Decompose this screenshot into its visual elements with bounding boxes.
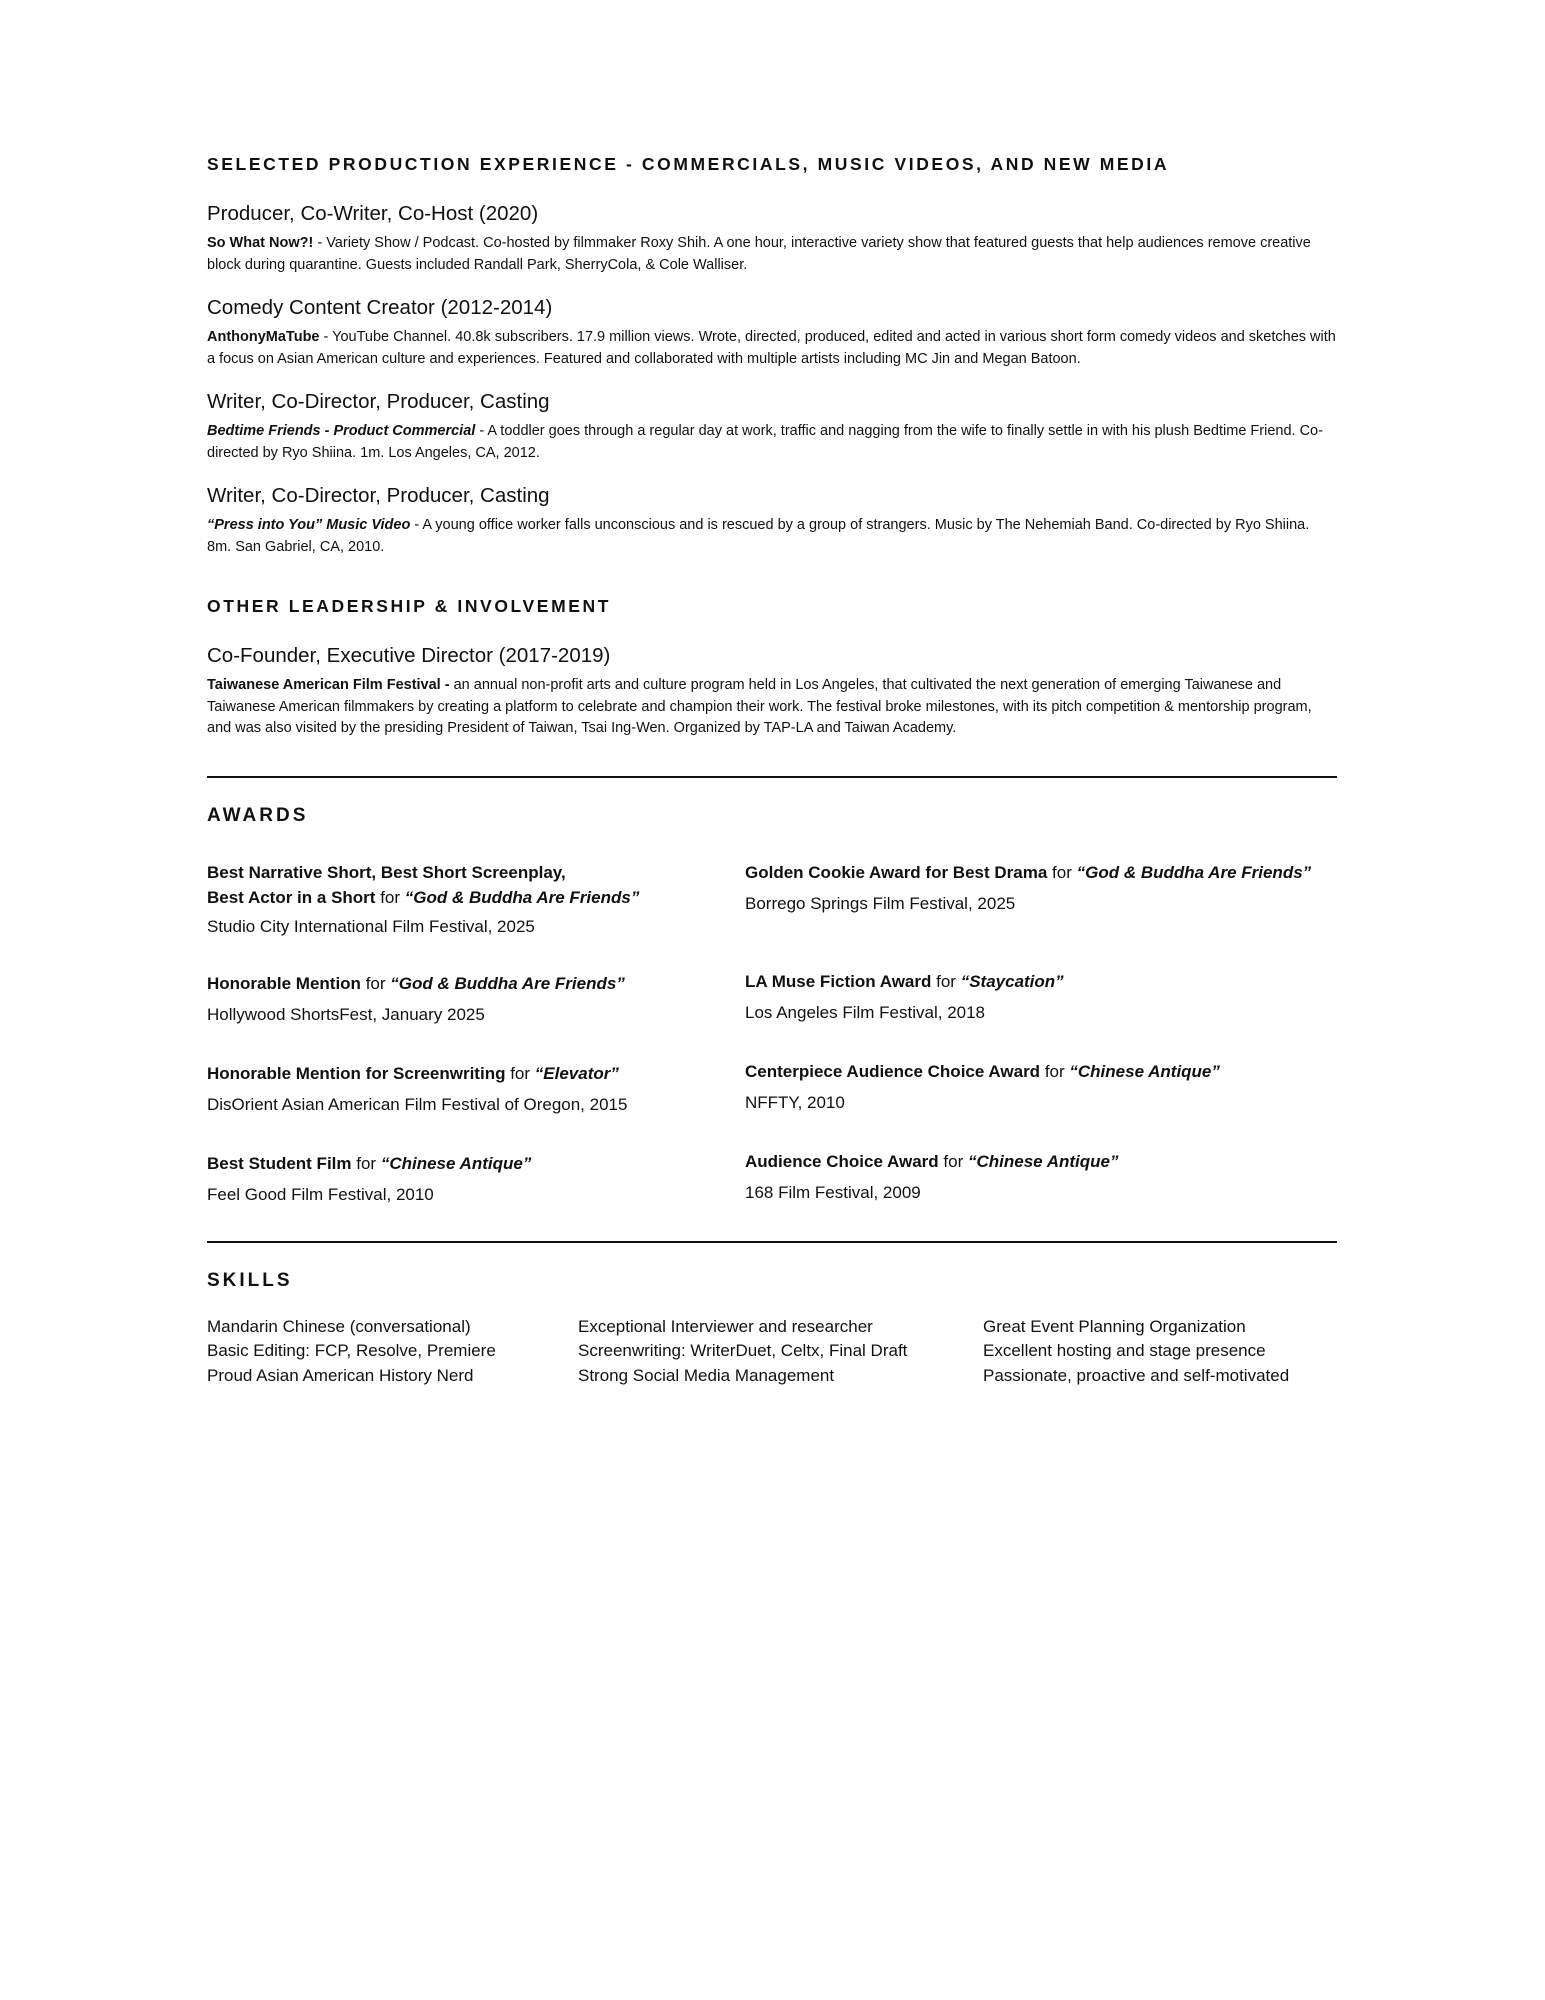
production-section <box>207 150 1337 558</box>
festival-name: DisOrient Asian American Film Festival of Oregon, 2015 <box>207 1094 628 1114</box>
awards-heading: AWARDS <box>207 804 309 826</box>
awards-grid <box>207 860 1337 1241</box>
award-item <box>207 971 745 1027</box>
for-word: for <box>365 973 386 993</box>
entry-title: “Press into You” Music Video <box>207 517 411 533</box>
award-name: Honorable Mention for Screenwriting <box>207 1063 506 1083</box>
award-name: Centerpiece Audience Choice Award <box>745 1061 1041 1081</box>
award-name: LA Muse Fiction Award <box>745 971 932 991</box>
award-title <box>745 1149 1337 1174</box>
skills-section <box>207 1267 1337 1389</box>
awards-right-column <box>745 860 1337 1241</box>
skills-heading: SKILLS <box>207 1269 293 1291</box>
entry-text: - A toddler goes through a regular day at work, traffic and nagging from the wife to finally settle in with his plush Bedtime Friend. Co-directed by Ryo Shiina. 1m. Los Angeles, CA, 2012. <box>207 423 1323 461</box>
film-title: “God & Buddha Are Friends” <box>390 973 625 993</box>
entry-description <box>207 327 1337 370</box>
entry-text: - YouTube Channel. 40.8k subscribers. 17.9 million views. Wrote, directed, produced, edited and acted in various short form comedy videos and sketches with a focus on Asian American culture and experiences. Featured and collaborated with multiple artists including MC Jin and Megan Batoon. <box>207 329 1336 367</box>
award-title <box>745 860 1337 885</box>
award-item <box>207 1061 745 1117</box>
award-item <box>745 1059 1337 1115</box>
film-title: “Staycation” <box>960 971 1064 991</box>
section-divider <box>207 776 1337 778</box>
festival-name: Studio City International Film Festival, 2025 <box>207 916 535 936</box>
film-title: “Chinese Antique” <box>967 1151 1119 1171</box>
entry-title: So What Now?! <box>207 235 314 251</box>
entry-description <box>207 515 1337 558</box>
festival-name: 168 Film Festival, 2009 <box>745 1182 921 1202</box>
entry-role: Writer, Co-Director, Producer, Casting <box>207 390 550 413</box>
skills-column <box>983 1315 1337 1389</box>
production-entry <box>207 294 1337 370</box>
skill-item: Strong Social Media Management <box>578 1365 835 1385</box>
skill-item: Mandarin Chinese (conversational) <box>207 1316 471 1336</box>
award-name-continued: Best Actor in a Short <box>207 887 376 907</box>
for-word: for <box>380 887 401 907</box>
festival-name: Feel Good Film Festival, 2010 <box>207 1184 434 1204</box>
award-title <box>745 969 1337 994</box>
award-name: Audience Choice Award <box>745 1151 939 1171</box>
entry-text: - A young office worker falls unconscious and is rescued by a group of strangers. Music by The Nehemiah Band. Co-directed by Ryo Shiina. 8m. San Gabriel, CA, 2010. <box>207 517 1310 555</box>
production-entry <box>207 482 1337 558</box>
awards-left-column <box>207 860 745 1241</box>
entry-title: AnthonyMaTube <box>207 329 320 345</box>
award-item <box>207 860 745 939</box>
awards-section <box>207 802 1337 1241</box>
resume-content <box>207 150 1337 1388</box>
skill-item: Proud Asian American History Nerd <box>207 1365 474 1385</box>
film-title: “Chinese Antique” <box>380 1153 532 1173</box>
production-entry <box>207 200 1337 276</box>
skill-item: Great Event Planning Organization <box>983 1316 1246 1336</box>
film-title: “God & Buddha Are Friends” <box>1076 862 1312 882</box>
skill-item: Basic Editing: FCP, Resolve, Premiere <box>207 1341 496 1360</box>
entry-title: Bedtime Friends - Product Commercial <box>207 423 476 439</box>
skill-item: Passionate, proactive and self-motivated <box>983 1365 1290 1385</box>
entry-text: an annual non-profit arts and culture program held in Los Angeles, that cultivated the next generation of emerging Taiwanese and Taiwanese American filmmakers by creating a platform to celebrate and champion their work. The festival broke milestones, with its pitch competition & mentorship program, and was also visited by the presiding President of Taiwan, Tsai Ing-Wen. Organized by TAP-LA and Taiwan Academy. <box>207 677 1312 736</box>
for-word: for <box>1044 1061 1065 1081</box>
award-title <box>207 1061 745 1086</box>
award-title <box>207 971 745 996</box>
award-title <box>207 1151 745 1176</box>
festival-name: Borrego Springs Film Festival, 2025 <box>745 893 1016 913</box>
award-name: Best Narrative Short, Best Short Screenplay, <box>207 862 566 882</box>
entry-role: Co-Founder, Executive Director (2017-2019) <box>207 644 611 667</box>
entry-description <box>207 421 1337 464</box>
section-divider <box>207 1241 1337 1243</box>
entry-text: - Variety Show / Podcast. Co-hosted by filmmaker Roxy Shih. A one hour, interactive variety show that featured guests that help audiences remove creative block during quarantine. Guests included Randall Park, SherryCola, & Cole Walliser. <box>207 235 1311 273</box>
skills-grid <box>207 1315 1337 1389</box>
entry-role: Writer, Co-Director, Producer, Casting <box>207 484 550 507</box>
for-word: for <box>510 1063 531 1083</box>
for-word: for <box>1052 862 1072 882</box>
entry-description <box>207 233 1337 276</box>
award-name: Honorable Mention <box>207 973 361 993</box>
film-title: “God & Buddha Are Friends” <box>404 887 640 907</box>
skill-item: Screenwriting: WriterDuet, Celtx, Final Draft <box>578 1341 908 1360</box>
entry-description <box>207 675 1337 740</box>
production-entry <box>207 388 1337 464</box>
entry-role: Producer, Co-Writer, Co-Host (2020) <box>207 202 539 225</box>
award-name: Golden Cookie Award for Best Drama <box>745 862 1048 882</box>
festival-name: Los Angeles Film Festival, 2018 <box>745 1002 986 1022</box>
entry-title: Taiwanese American Film Festival - <box>207 677 450 693</box>
entry-role: Comedy Content Creator (2012-2014) <box>207 296 553 319</box>
award-title <box>745 1059 1337 1084</box>
skills-column <box>578 1315 983 1389</box>
for-word: for <box>936 971 956 991</box>
skill-item: Excellent hosting and stage presence <box>983 1341 1266 1360</box>
award-item <box>745 860 1337 916</box>
award-title <box>207 860 745 910</box>
leadership-heading: OTHER LEADERSHIP & INVOLVEMENT <box>207 596 612 616</box>
award-name: Best Student Film <box>207 1153 352 1173</box>
award-item <box>745 1149 1337 1205</box>
award-item <box>207 1151 745 1207</box>
production-heading: SELECTED PRODUCTION EXPERIENCE - COMMERCIALS, MUSIC VIDEOS, AND NEW MEDIA <box>207 154 1170 174</box>
for-word: for <box>356 1153 377 1173</box>
for-word: for <box>943 1151 964 1171</box>
leadership-section <box>207 592 1337 740</box>
film-title: “Chinese Antique” <box>1069 1061 1220 1081</box>
festival-name: NFFTY, 2010 <box>745 1092 845 1112</box>
skills-column <box>207 1315 578 1389</box>
skill-item: Exceptional Interviewer and researcher <box>578 1316 873 1336</box>
award-item <box>745 969 1337 1025</box>
festival-name: Hollywood ShortsFest, January 2025 <box>207 1004 485 1024</box>
film-title: “Elevator” <box>534 1063 619 1083</box>
leadership-entry <box>207 642 1337 740</box>
